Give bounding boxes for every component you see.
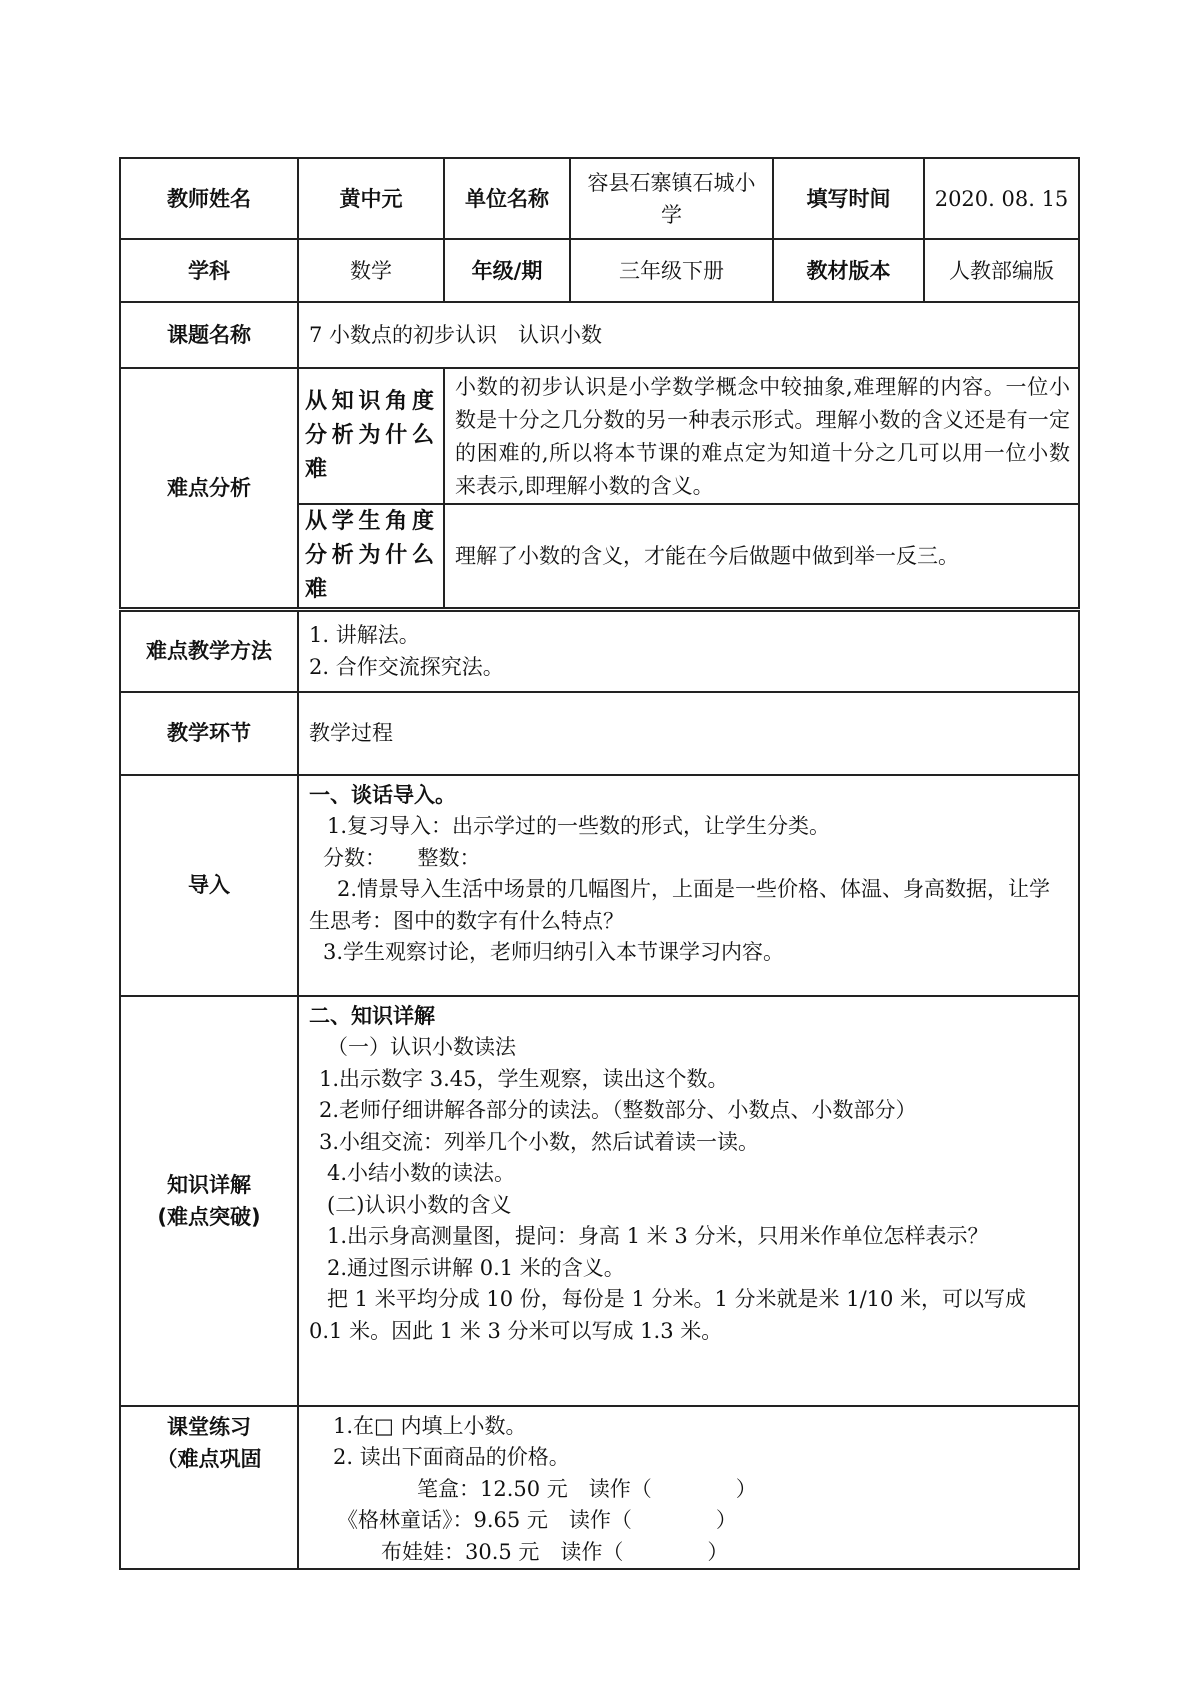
intro-content bbox=[298, 775, 1079, 996]
knowledge-line: (二)认识小数的含义 bbox=[327, 1192, 512, 1217]
knowledge-line: 3.小组交流：列举几个小数，然后试着读一读。 bbox=[319, 1129, 760, 1154]
practice-sublabel: （难点巩固 bbox=[156, 1446, 262, 1471]
unit-name: 容县石寨镇石城小学 bbox=[570, 158, 773, 239]
subject-row bbox=[120, 239, 1079, 302]
topic-value: 7 小数点的初步认识 认识小数 bbox=[298, 302, 1079, 368]
difficulty-label: 难点分析 bbox=[120, 368, 298, 610]
practice-label: 课堂练习 bbox=[167, 1414, 251, 1439]
knowledge-label-cell bbox=[120, 996, 298, 1406]
intro-row bbox=[120, 775, 1079, 996]
process-header-row bbox=[120, 692, 1079, 775]
lesson-plan-table bbox=[119, 157, 1080, 1570]
practice-content bbox=[298, 1406, 1079, 1570]
practice-line: 布娃娃：30.5 元 读作（ ） bbox=[381, 1539, 729, 1564]
knowledge-angle-text: 小数的初步认识是小学数学概念中较抽象,难理解的内容。一位小数是十分之几分数的另一种表示形式。理解小数的含义还是有一定的困难的,所以将本节课的难点定为知道十分之几可以用一位小数来表示,即理解小数的含义。 bbox=[444, 368, 1079, 504]
practice-line: 1.在□ 内填上小数。 bbox=[333, 1413, 527, 1438]
methods-label: 难点教学方法 bbox=[120, 610, 298, 692]
knowledge-line: 把 1 米平均分成 10 份，每份是 1 分米。1 分米就是米 1/10 米，可以写成 0.1 米。因此 1 米 3 分米可以写成 1.3 米。 bbox=[309, 1287, 1027, 1343]
subject-value: 数学 bbox=[298, 239, 444, 302]
methods-list bbox=[298, 610, 1079, 692]
practice-row bbox=[120, 1406, 1079, 1570]
topic-row bbox=[120, 302, 1079, 368]
knowledge-line: 2.老师仔细讲解各部分的读法。（整数部分、小数点、小数部分） bbox=[319, 1098, 917, 1122]
teacher-name: 黄中元 bbox=[298, 158, 444, 239]
student-angle-text: 理解了小数的含义，才能在今后做题中做到举一反三。 bbox=[444, 504, 1079, 610]
knowledge-angle-label: 从知识角度分析为什么难 bbox=[298, 368, 444, 504]
grade-value: 三年级下册 bbox=[570, 239, 773, 302]
subject-label: 学科 bbox=[120, 239, 298, 302]
topic-label: 课题名称 bbox=[120, 302, 298, 368]
knowledge-line: 1.出示身高测量图，提问：身高 1 米 3 分米，只用米作单位怎样表示？ bbox=[327, 1224, 989, 1248]
edition-label: 教材版本 bbox=[773, 239, 924, 302]
grade-label: 年级/期 bbox=[444, 239, 570, 302]
date-label: 填写时间 bbox=[773, 158, 924, 239]
intro-heading: 一、谈话导入。 bbox=[309, 782, 456, 807]
method-item: 2. 合作交流探究法。 bbox=[309, 655, 504, 680]
knowledge-line: 2.通过图示讲解 0.1 米的含义。 bbox=[327, 1255, 625, 1280]
knowledge-heading: 二、知识详解 bbox=[309, 1003, 435, 1028]
knowledge-row bbox=[120, 996, 1079, 1406]
intro-line: 分数： 整数： bbox=[323, 845, 481, 870]
knowledge-line: 4.小结小数的读法。 bbox=[327, 1161, 516, 1185]
difficulty-knowledge-row bbox=[120, 368, 1079, 504]
intro-line: 1.复习导入：出示学过的一些数的形式，让学生分类。 bbox=[327, 814, 831, 838]
knowledge-sublabel: (难点突破) bbox=[157, 1204, 261, 1229]
date-value: 2020. 08. 15 bbox=[924, 158, 1079, 239]
unit-label: 单位名称 bbox=[444, 158, 570, 239]
student-angle-label: 从学生角度分析为什么难 bbox=[298, 504, 444, 610]
intro-label: 导入 bbox=[120, 775, 298, 996]
practice-line: 2. 读出下面商品的价格。 bbox=[333, 1445, 570, 1469]
method-item: 1. 讲解法。 bbox=[309, 623, 420, 648]
knowledge-line: 1.出示数字 3.45，学生观察，读出这个数。 bbox=[319, 1066, 729, 1091]
intro-line: 2.情景导入生活中场景的几幅图片，上面是一些价格、体温、身高数据，让学生思考：图中的数字有什么特点？ bbox=[309, 877, 1051, 933]
methods-row bbox=[120, 610, 1079, 692]
process-value: 教学过程 bbox=[298, 692, 1079, 775]
lesson-plan-form bbox=[119, 157, 1078, 1570]
teacher-label: 教师姓名 bbox=[120, 158, 298, 239]
intro-line: 3.学生观察讨论，老师归纳引入本节课学习内容。 bbox=[323, 940, 785, 964]
edition-value: 人教部编版 bbox=[924, 239, 1079, 302]
knowledge-label: 知识详解 bbox=[167, 1172, 251, 1197]
knowledge-line: （一）认识小数读法 bbox=[327, 1035, 516, 1059]
header-row bbox=[120, 158, 1079, 239]
practice-label-cell bbox=[120, 1406, 298, 1570]
knowledge-content bbox=[298, 996, 1079, 1406]
practice-line: 笔盒：12.50 元 读作（ ） bbox=[417, 1476, 757, 1501]
process-label: 教学环节 bbox=[120, 692, 298, 775]
practice-line: 《格林童话》：9.65 元 读作（ ） bbox=[337, 1508, 737, 1532]
